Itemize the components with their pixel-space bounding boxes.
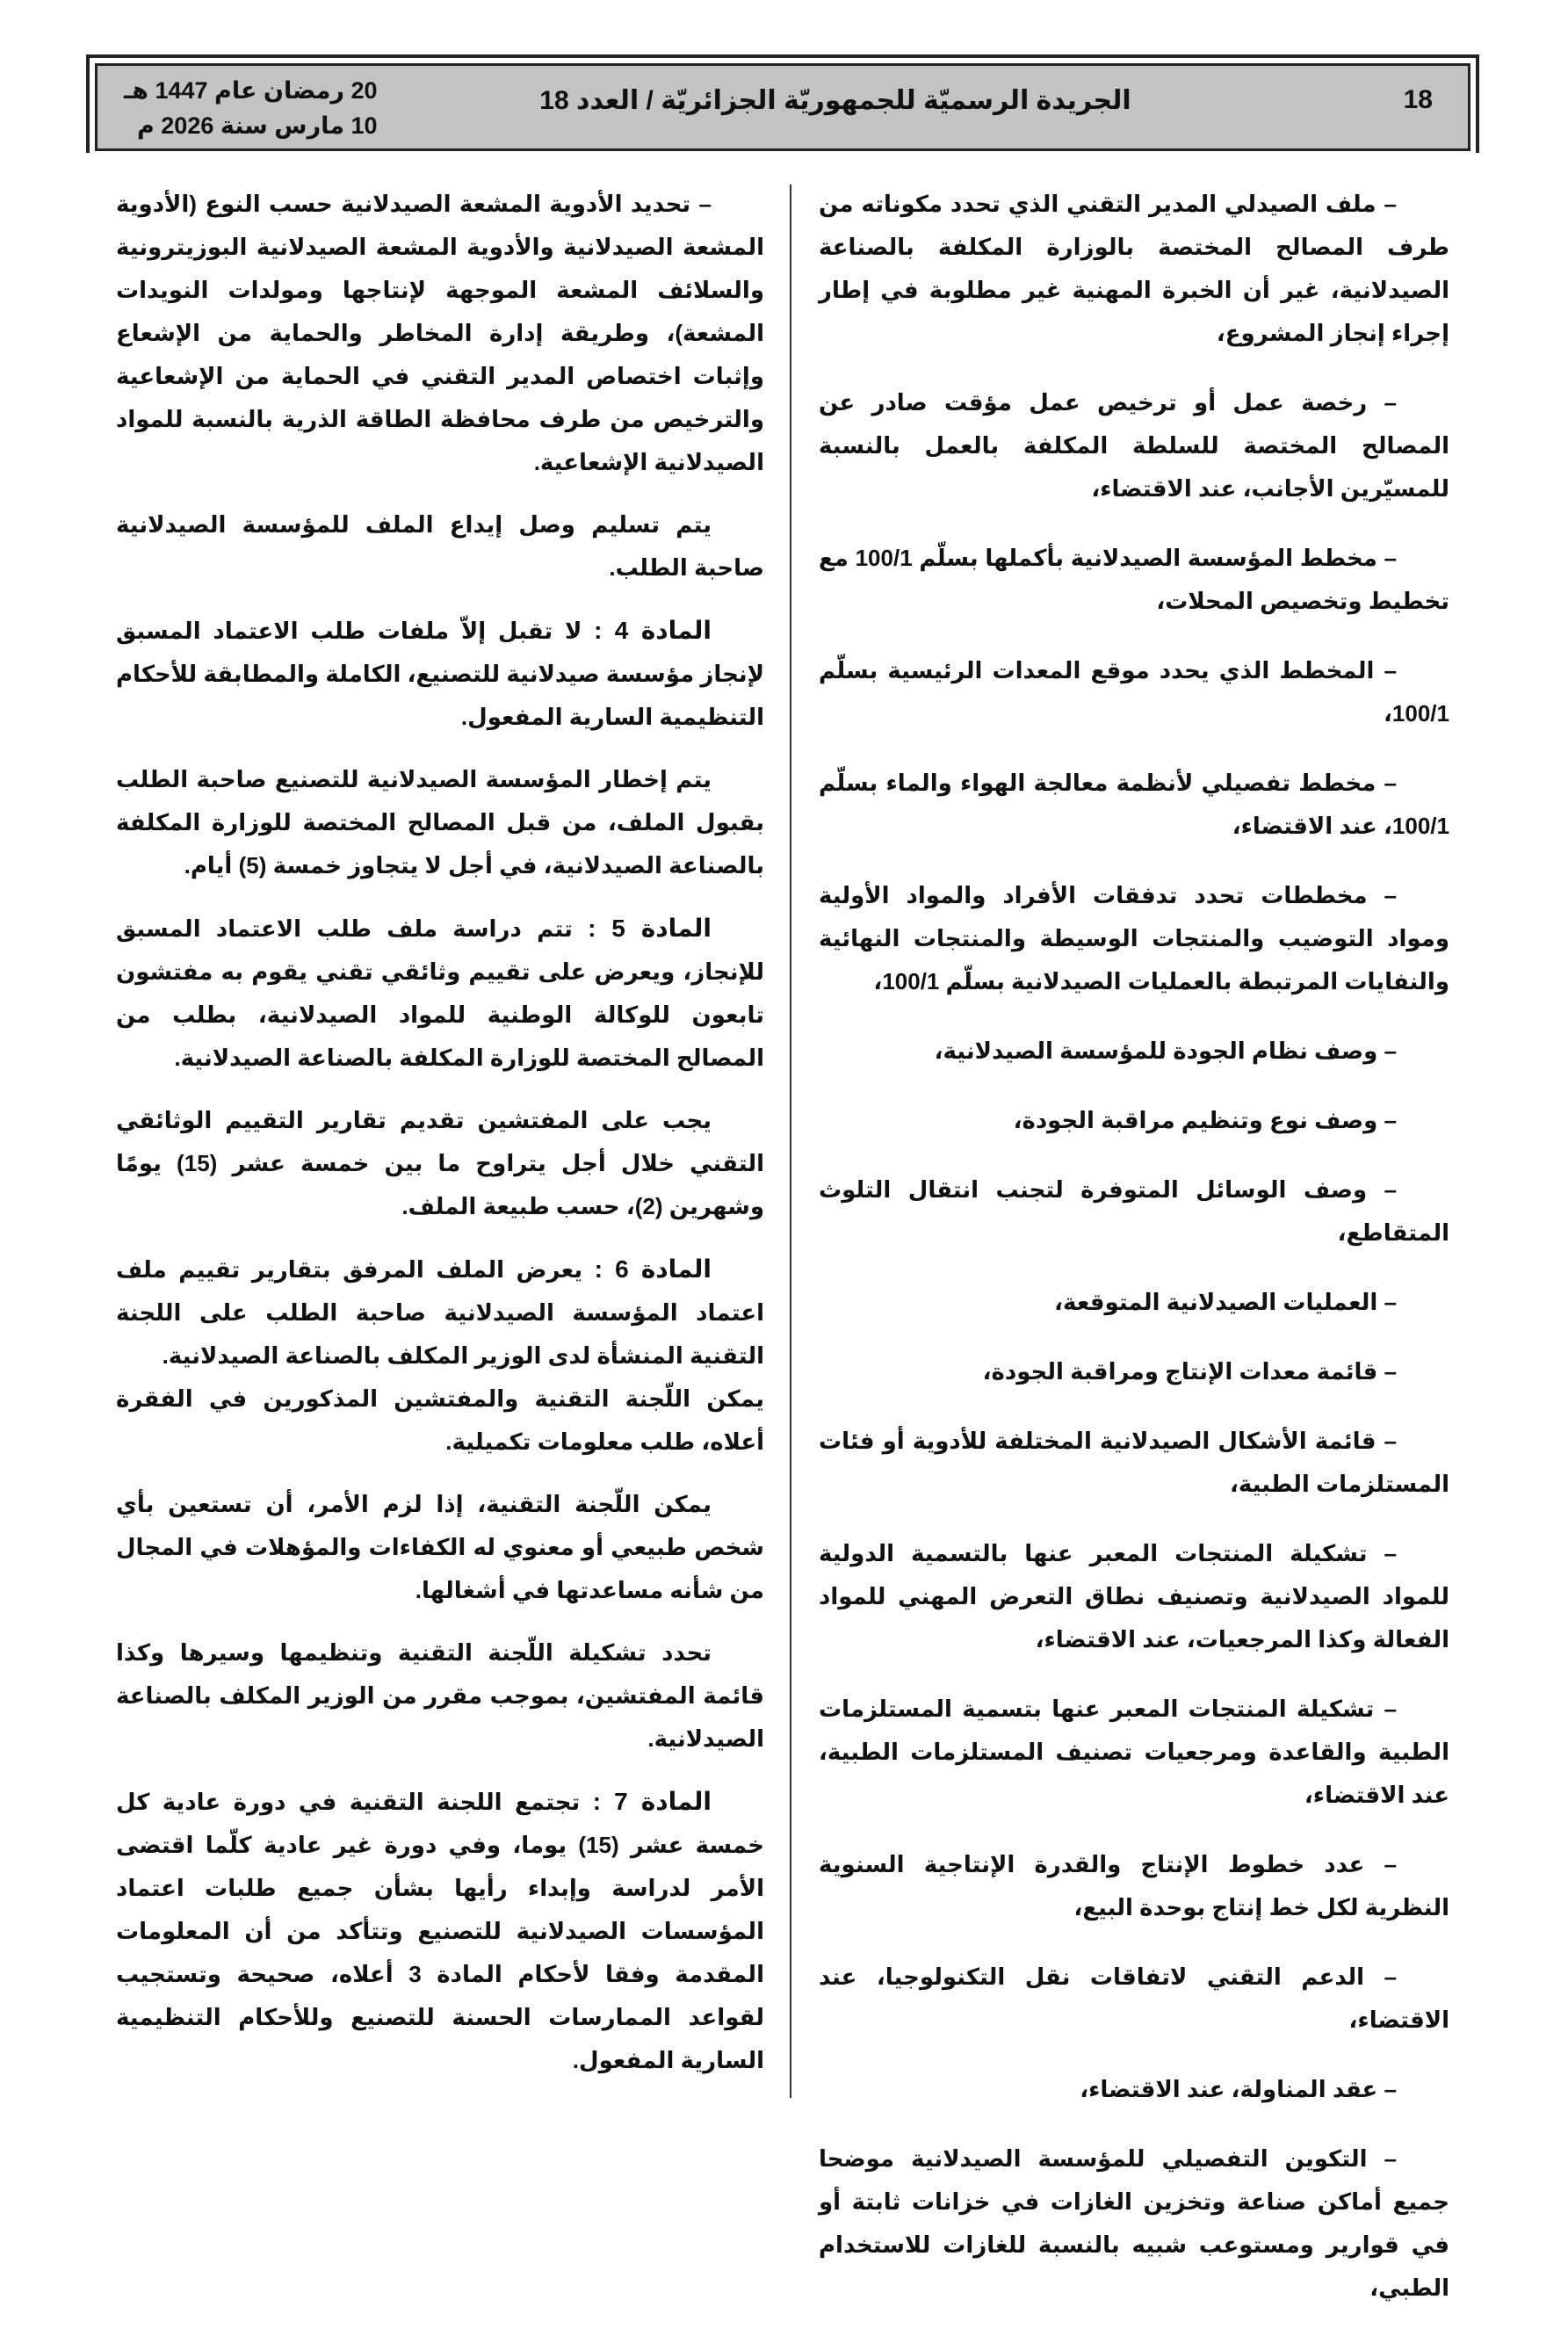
article-label: المادة 4 : — [594, 617, 712, 644]
list-item: – قائمة معدات الإنتاج ومراقبة الجودة، — [982, 1358, 1397, 1385]
list-item: – العمليات الصيدلانية المتوقعة، — [1054, 1289, 1397, 1315]
list-item: – تشكيلة المنتجات المعبر عنها بتسمية المستلزمات الطبية والقاعدة ومرجعيات تصنيف المستلزمات الطبية، عند الاقتضاء، — [819, 1696, 1449, 1808]
paragraph: يجب على المفتشين تقديم تقارير التقييم الوثائقي التقني خلال أجل يتراوح ما بين خمسة عشر (15) يومًا وشهرين (2)، حسب طبيعة الملف. — [116, 1107, 765, 1219]
list-item: – ملف الصيدلي المدير التقني الذي تحدد مكوناته من طرف المصالح المختصة بالوزارة المكلفة بالصناعة الصيدلانية، غير أن الخبرة المهنية غير مطلوبة في إطار إجراء إنجاز المشروع، — [819, 191, 1449, 346]
list-item: – رخصة عمل أو ترخيص عمل مؤقت صادر عن المصالح المختصة للسلطة المكلفة بالعمل بالنسبة للمسيّرين الأجانب، عند الاقتضاء، — [819, 389, 1449, 502]
article-4 — [116, 609, 764, 739]
hijri-date: 20 رمضان عام 1447 هـ — [124, 77, 378, 104]
column-divider — [790, 184, 791, 2098]
gregorian-date: 10 مارس سنة 2026 م — [136, 112, 378, 139]
right-column — [819, 183, 1449, 2336]
list-item: – التكوين التفصيلي للمؤسسة الصيدلانية موضحا جميع أماكن صناعة وتخزين الغازات في خزانات ثابتة أو في قوارير ومستوعب شبيه بالنسبة للغازات للاستخدام الطبي، — [819, 2145, 1449, 2301]
list-item: – المخطط الذي يحدد موقع المعدات الرئيسية بسلّم 100/1، — [819, 657, 1449, 727]
list-item: – تشكيلة المنتجات المعبر عنها بالتسمية الدولية للمواد الصيدلانية وتصنيف نطاق التعرض المهني للمواد الفعالة وكذا المرجعيات، عند الاقتضاء، — [819, 1540, 1449, 1653]
article-text: تتم دراسة ملف طلب الاعتماد المسبق للإنجاز، ويعرض على تقييم وثائقي تقني يقوم به مفتشون تابعون للوكالة الوطنية للمواد الصيدلانية، بطلب من المصالح المختصة للوزارة المكلفة بالصناعة الصيدلانية. — [116, 915, 764, 1071]
page-header — [95, 63, 1470, 151]
article-text: لا تقبل إلاّ ملفات طلب الاعتماد المسبق لإنجاز مؤسسة صيدلانية للتصنيع، الكاملة والمطابقة للأحكام التنظيمية السارية المفعول. — [116, 618, 764, 730]
article-5 — [116, 907, 764, 1080]
list-item: – مخططات تحدد تدفقات الأفراد والمواد الأولية ومواد التوضيب والمنتجات الوسيطة والمنتجات النهائية والنفايات المرتبطة بالعمليات الصيدلانية بسلّم 100/1، — [819, 882, 1449, 994]
paragraph: يمكن اللّجنة التقنية، إذا لزم الأمر، أن تستعين بأي شخص طبيعي أو معنوي له الكفاءات والمؤهلات في المجال من شأنه مساعدتها في أشغالها. — [116, 1491, 764, 1603]
list-item: – وصف نوع وتنظيم مراقبة الجودة، — [1013, 1107, 1397, 1133]
gazette-title: الجريدة الرسميّة للجمهوريّة الجزائريّة / العدد 18 — [539, 86, 1131, 115]
article-6 — [116, 1248, 764, 1464]
list-item: – وصف الوسائل المتوفرة لتجنب انتقال التلوث المتقاطع، — [819, 1176, 1449, 1246]
left-column — [116, 183, 764, 2101]
article-label: المادة 6 : — [594, 1255, 712, 1283]
list-item: – الدعم التقني لاتفاقات نقل التكنولوجيا، عند الاقتضاء، — [819, 1964, 1449, 2033]
list-item: – مخطط المؤسسة الصيدلانية بأكملها بسلّم 100/1 مع تخطيط وتخصيص المحلات، — [819, 545, 1449, 614]
list-item: – عقد المناولة، عند الاقتضاء، — [1080, 2076, 1397, 2102]
article-text: يمكن اللّجنة التقنية والمفتشين المذكورين في الفقرة أعلاه، طلب معلومات تكميلية. — [116, 1385, 764, 1455]
page-number: 18 — [1403, 85, 1433, 114]
list-item: – وصف نظام الجودة للمؤسسة الصيدلانية، — [934, 1038, 1397, 1064]
article-label: المادة 5 : — [588, 915, 712, 942]
list-item: – قائمة الأشكال الصيدلانية المختلفة للأدوية أو فئات المستلزمات الطبية، — [819, 1428, 1449, 1497]
article-7 — [116, 1780, 764, 2082]
paragraph: يتم إخطار المؤسسة الصيدلانية للتصنيع صاحبة الطلب بقبول الملف، من قبل المصالح المختصة للوزارة المكلفة بالصناعة الصيدلانية، في أجل لا يتجاوز خمسة (5) أيام. — [116, 766, 764, 879]
issue-date — [124, 73, 378, 143]
article-text: يعرض الملف المرفق بتقارير تقييم ملف اعتماد المؤسسة الصيدلانية صاحبة الطلب على اللجنة التقنية المنشأة لدى الوزير المكلف بالصناعة الصيدلانية. — [116, 1256, 764, 1369]
list-item: – عدد خطوط الإنتاج والقدرة الإنتاجية السنوية النظرية لكل خط إنتاج بوحدة البيع، — [819, 1851, 1449, 1920]
article-text: تجتمع اللجنة التقنية في دورة عادية كل خمسة عشر (15) يوما، وفي دورة غير عادية كلّما اقتضى الأمر لدراسة وإبداء رأيها بشأن جميع طلبات اعتماد المؤسسات الصيدلانية للتصنيع وتتأكد من أن المعلومات المقدمة وفقا لأحكام المادة 3 أعلاه، صحيحة وتستجيب لقواعد الممارسات الحسنة للتصنيع وللأحكام التنظيمية السارية المفعول. — [116, 1789, 765, 2073]
paragraph: تحدد تشكيلة اللّجنة التقنية وتنظيمها وسيرها وكذا قائمة المفتشين، بموجب مقرر من الوزير المكلف بالصناعة الصيدلانية. — [116, 1639, 764, 1752]
article-label: المادة 7 : — [592, 1788, 712, 1815]
paragraph: – تحديد الأدوية المشعة الصيدلانية حسب النوع (الأدوية المشعة الصيدلانية والأدوية المشعة الصيدلانية البوزيترونية والسلائف المشعة الموجهة لإنتاجها ومولدات النويدات المشعة)، وطريقة إدارة المخاطر والحماية من الإشعاع وإثبات اختصاص المدير التقني في الحماية من الإشعاعية والترخيص من طرف محافظة الطاقة الذرية بالنسبة للمواد الصيدلانية الإشعاعية. — [116, 191, 764, 475]
list-item: – مخطط تفصيلي لأنظمة معالجة الهواء والماء بسلّم 100/1، عند الاقتضاء، — [819, 770, 1449, 839]
paragraph: يتم تسليم وصل إيداع الملف للمؤسسة الصيدلانية صاحبة الطلب. — [116, 511, 764, 581]
